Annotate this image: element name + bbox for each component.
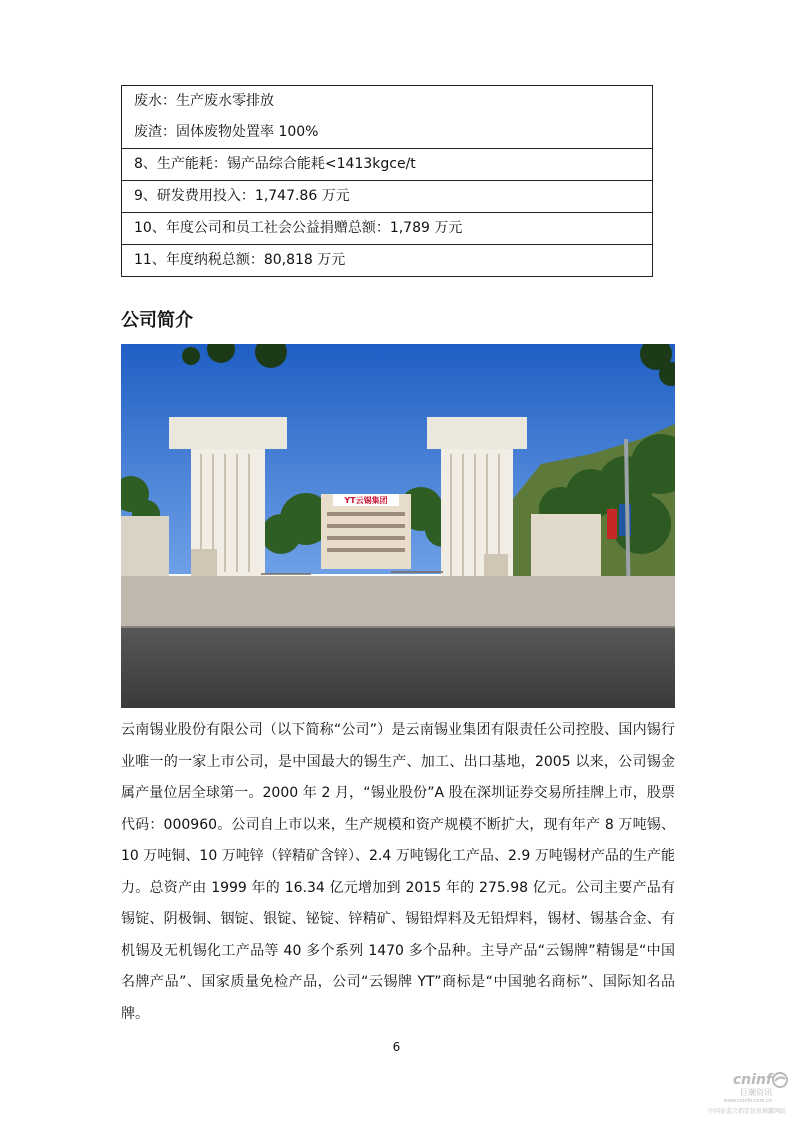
company-gate-photo: [121, 344, 675, 708]
tax-line: 11、年度纳税总额：80,818 万元: [134, 252, 346, 268]
lion-statue-left: [191, 549, 217, 579]
table-row: [122, 245, 653, 277]
table-cell: [122, 181, 653, 213]
wastewater-line: 废水：生产废水零排放: [134, 93, 274, 109]
table-cell: [122, 213, 653, 245]
table-cell: [122, 149, 653, 181]
page-number: 6: [392, 1040, 401, 1054]
cninf-logo-icon: [772, 1072, 788, 1088]
table-row: [122, 149, 653, 181]
waste-residue-line: 废渣：固体废物处置率 100%: [134, 124, 319, 140]
cninf-watermark: [700, 1068, 790, 1118]
plaza: [121, 576, 675, 626]
company-intro-paragraph: 云南锡业股份有限公司（以下简称“公司”）是云南锡业集团有限责任公司控股、国内锡行业唯一的一家上市公司，是中国最大的锡生产、加工、出口基地，2005 以来，公司锡金属产量位居全球第一。2000 年 2 月，“锡业股份”A 股在深圳证券交易所挂牌上市，股票代码：000960。公司自上市以来，生产规模和资产规模不断扩大，现有年产 8 万吨锡、10 万吨铜、10 万吨锌（锌精矿含锌）、2.4 万吨锡化工产品、2.9 万吨锡材产品的生产能力。总资产由 1999 年的 16.34 亿元增加到 2015 年的 275.98 亿元。公司主要产品有锡锭、阴极铜、铟锭、银锭、铋锭、锌精矿、锡铅焊料及无铅焊料，锡材、锡基合金、有机锡及无机锡化工产品等 40 多个系列 1470 多个品种。主导产品“云锡牌”精锡是“中国名牌产品”、国家质量免检产品，公司“云锡牌 YT”商标是“中国驰名商标”、国际知名品牌。: [121, 722, 675, 1022]
table-row: [122, 213, 653, 245]
table-cell: [122, 245, 653, 277]
table-row: [122, 181, 653, 213]
right-pillar-cap: [427, 417, 527, 449]
watermark-url: www.cninfo.com.cn: [723, 1098, 772, 1104]
indicators-table: [121, 85, 653, 277]
energy-consumption-line: 8、生产能耗：锡产品综合能耗<1413kgce/t: [134, 156, 416, 172]
watermark-org: 中国证监会指定信息披露网站: [707, 1108, 786, 1115]
rd-expense-line: 9、研发费用投入：1,747.86 万元: [134, 188, 350, 204]
donation-line: 10、年度公司和员工社会公益捐赠总额：1,789 万元: [134, 220, 463, 236]
table-cell: [122, 86, 653, 149]
road: [121, 626, 675, 708]
building-sign: YT云锡集团: [344, 496, 388, 505]
watermark-brand: cninf: [732, 1072, 772, 1088]
watermark-brand-cn: 巨潮资讯: [740, 1088, 772, 1097]
right-guardhouse: [531, 514, 601, 586]
left-pillar-cap: [169, 417, 287, 449]
left-guardhouse: [121, 516, 169, 586]
section-title: 公司简介: [121, 310, 193, 331]
red-banner: [607, 509, 617, 539]
table-row: [122, 86, 653, 149]
